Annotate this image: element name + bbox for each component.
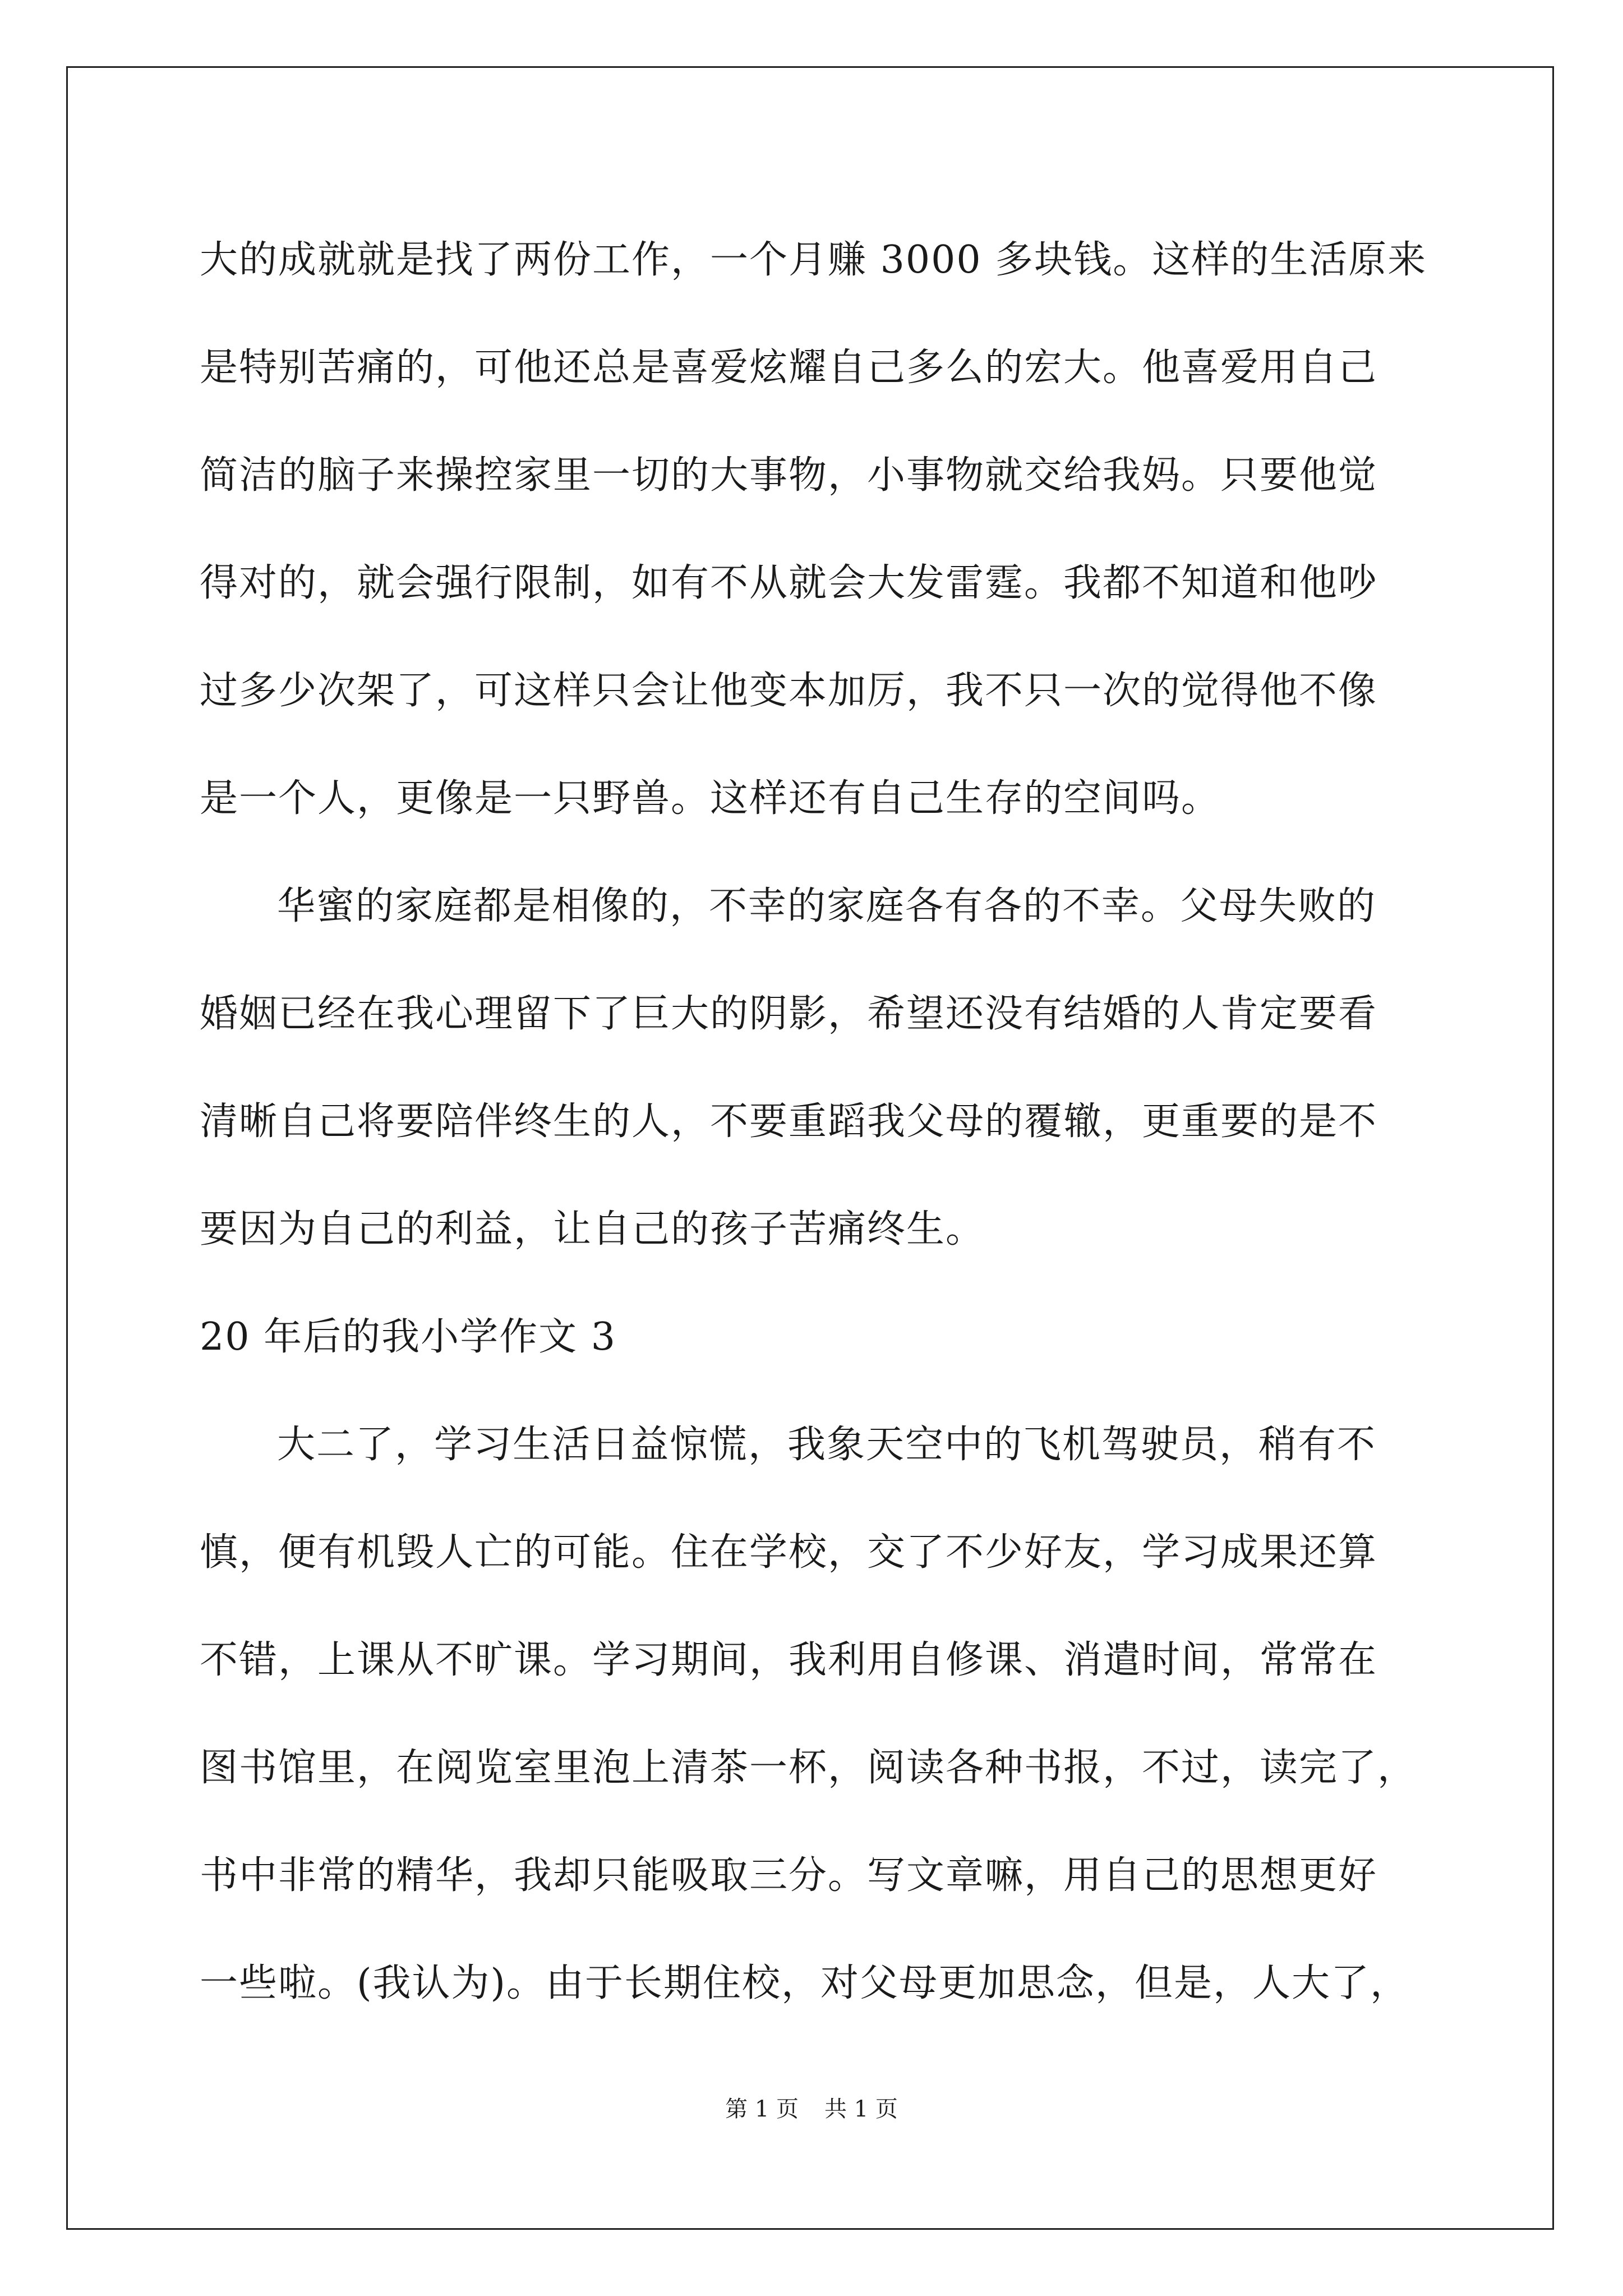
text-line: 得对的，就会强行限制，如有不从就会大发雷霆。我都不知道和他吵 (200, 561, 1378, 605)
text-line: 图书馆里，在阅览室里泡上清茶一杯，阅读各种书报，不过，读完了， (200, 1746, 1417, 1790)
text-line: 书中非常的精华，我却只能吸取三分。写文章嘛，用自己的思想更好 (200, 1853, 1378, 1898)
page-total: 共 1 页 (824, 2096, 898, 2122)
text-line: 简洁的脑子来操控家里一切的大事物，小事物就交给我妈。只要他觉 (200, 453, 1378, 498)
text-line: 不错，上课从不旷课。学习期间，我利用自修课、消遣时间，常常在 (200, 1638, 1378, 1682)
paragraph-first-line: 大二了，学习生活日益惊慌，我象天空中的飞机驾驶员，稍有不 (277, 1423, 1377, 1467)
text-line: 是特别苦痛的，可他还总是喜爱炫耀自己多么的宏大。他喜爱用自己 (200, 346, 1378, 390)
page-number: 第 1 页 (725, 2096, 799, 2122)
text-line: 过多少次架了，可这样只会让他变本加厉，我不只一次的觉得他不像 (200, 669, 1378, 713)
text-line: 要因为自己的利益，让自己的孩子苦痛终生。 (200, 1207, 985, 1251)
text-line: 大的成就就是找了两份工作，一个月赚 3000 多块钱。这样的生活原来 (200, 238, 1427, 282)
paragraph-first-line: 华蜜的家庭都是相像的，不幸的家庭各有各的不幸。父母失败的 (277, 884, 1377, 928)
text-line: 婚姻已经在我心理留下了巨大的阴影，希望还没有结婚的人肯定要看 (200, 992, 1378, 1036)
page-footer (0, 2095, 1623, 2123)
text-line: 一些啦。(我认为)。由于长期住校，对父母更加思念，但是，人大了， (200, 1961, 1410, 2005)
text-line: 慎，便有机毁人亡的可能。住在学校，交了不少好友，学习成果还算 (200, 1530, 1378, 1575)
section-heading: 20 年后的我小学作文 3 (200, 1315, 617, 1359)
text-line: 清晰自己将要陪伴终生的人，不要重蹈我父母的覆辙，更重要的是不 (200, 1099, 1378, 1144)
text-line: 是一个人，更像是一只野兽。这样还有自己生存的空间吗。 (200, 776, 1221, 821)
document-body (200, 206, 1433, 2037)
